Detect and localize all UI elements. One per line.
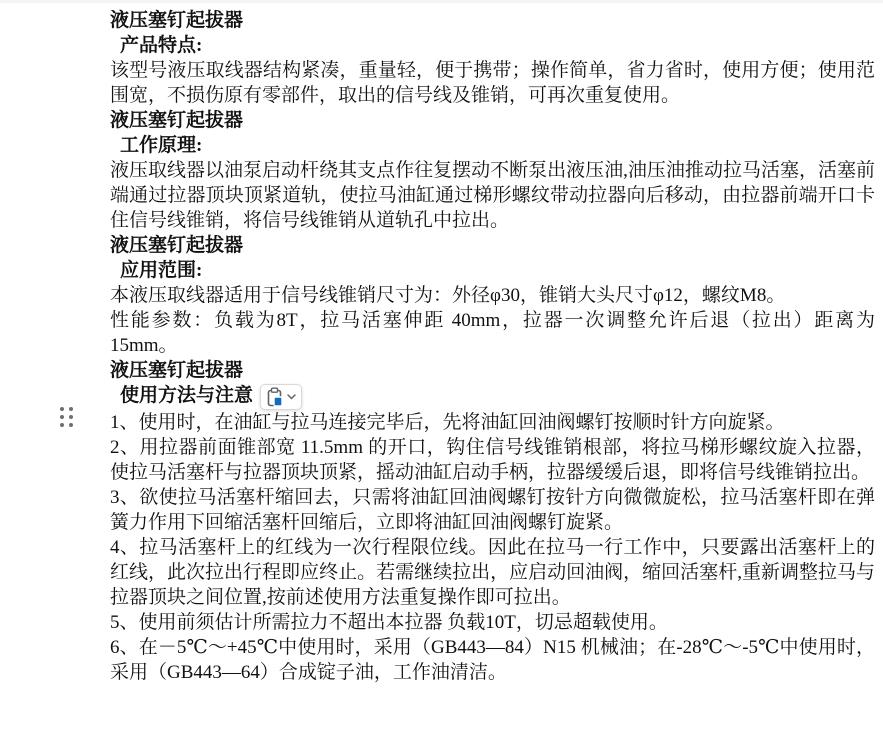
drag-dot: [69, 423, 73, 427]
paragraph: 该型号液压取线器结构紧凑，重量轻，便于携带；操作简单，省力省时，使用方便；使用范围宽，不损伤原有零部件，取出的信号线及锥销，可再次重复使用。: [110, 60, 875, 106]
section-subtitle-usage: 使用方法与注意: [120, 385, 254, 406]
section-title: 液压塞钉起拔器: [110, 10, 244, 31]
drag-handle-icon[interactable]: [60, 407, 73, 427]
list-item: 4、拉马活塞杆上的红线为一次行程限位线。因此在拉马一行工作中，只要露出活塞杆上的红线，此次拉出行程即应终止。若需继续拉出，应启动回油阀，缩回活塞杆,重新调整拉马与拉器顶块之间位置,按前述使用方法重复操作即可拉出。: [110, 536, 875, 608]
section-subtitle-scope: 应用范围:: [120, 260, 203, 281]
chevron-down-icon: [287, 394, 296, 400]
list-item: 5、使用前须估计所需拉力不超出本拉器 负载10T，切忌超载使用。: [110, 611, 668, 633]
paragraph: 液压取线器以油泵启动杆绕其支点作往复摆动不断泵出液压油,油压油推动拉马活塞，活塞前端通过拉器顶块顶紧道轨，使拉马油缸通过梯形螺纹带动拉器向后移动，由拉器前端开口卡住信号线锥销，将信号线锥销从道轨孔中拉出。: [110, 160, 875, 231]
section-title: 液压塞钉起拔器: [110, 110, 244, 131]
list-item: 3、欲使拉马活塞杆缩回去，只需将油缸回油阀螺钉按针方向微微旋松，拉马活塞杆即在弹簧力作用下回缩活塞杆回缩后，立即将油缸回油阀螺钉旋紧。: [110, 486, 875, 533]
section-title: 液压塞钉起拔器: [110, 235, 244, 256]
paste-options-button[interactable]: [260, 384, 302, 410]
section-subtitle-features: 产品特点:: [120, 35, 203, 56]
top-divider: [0, 0, 883, 3]
clipboard-paste-icon: [266, 387, 284, 407]
section-subtitle-principle: 工作原理:: [120, 135, 203, 156]
section-title: 液压塞钉起拔器: [110, 360, 244, 381]
drag-dot: [60, 415, 64, 419]
paragraph: 性能参数：负载为8T，拉马活塞伸距 40mm，拉器一次调整允许后退（拉出）距离为 15mm。: [110, 310, 875, 356]
drag-dot: [69, 415, 73, 419]
drag-dot: [60, 407, 64, 411]
list-item: 2、用拉器前面锥部宽 11.5mm 的开口，钩住信号线锥销根部，将拉马梯形螺纹旋入拉器，使拉马活塞杆与拉器顶块顶紧，摇动油缸启动手柄，拉器缓缓后退，即将信号线锥销拉出。: [110, 436, 875, 483]
drag-dot: [60, 423, 64, 427]
section-subtitle-row: [110, 383, 875, 410]
list-item: 1、使用时，在油缸与拉马连接完毕后，先将油缸回油阀螺钉按顺时针方向旋紧。: [110, 411, 785, 433]
list-item: 6、在－5℃～+45℃中使用时，采用（GB443—84）N15 机械油；在-28℃～-5℃中使用时，采用（GB443—64）合成锭子油，工作油清洁。: [110, 636, 875, 683]
document-content[interactable]: [110, 8, 875, 685]
drag-dot: [69, 407, 73, 411]
paragraph: 本液压取线器适用于信号线锥销尺寸为：外径φ30，锥销大头尺寸φ12，螺纹M8。: [110, 285, 786, 306]
